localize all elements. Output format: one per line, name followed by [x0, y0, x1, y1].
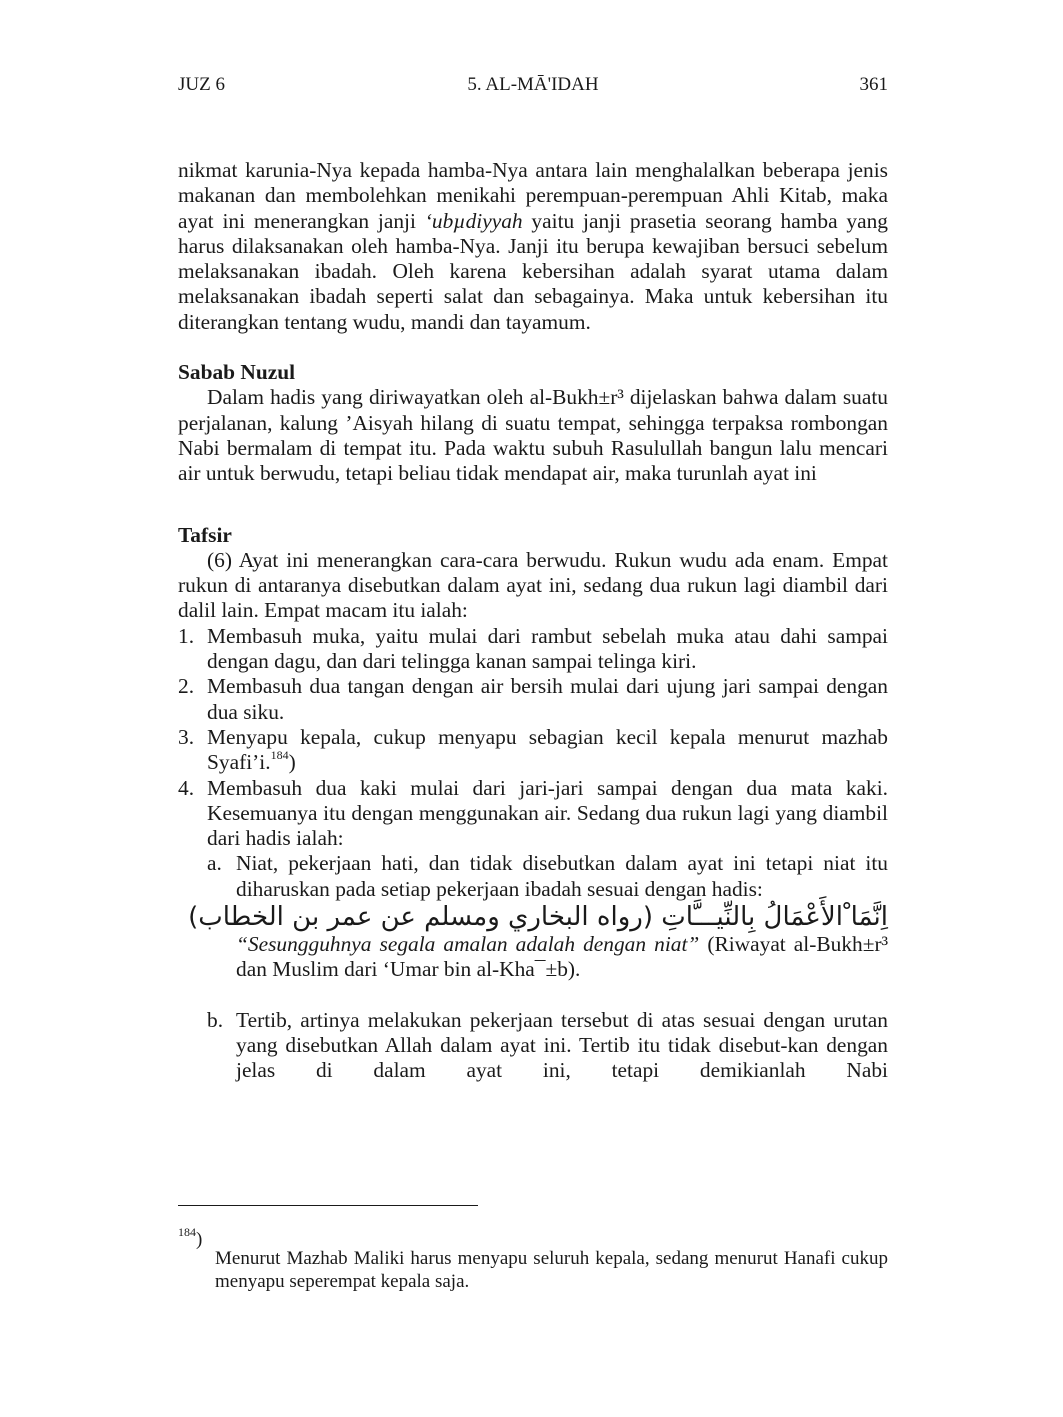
tafsir-heading: Tafsir — [178, 522, 232, 547]
running-header — [178, 74, 888, 100]
hadith-arabic: اِنَّمَا ْالأَعْمَالُ بِالنِّيـــَّاتِ (رواه البخاري ومسلم عن عمر بن الخطاب) — [188, 902, 888, 933]
juz-label: JUZ 6 — [178, 74, 225, 95]
footnote-ref: 184 — [270, 748, 289, 763]
intro-paragraph: nikmat karunia-Nya kepada hamba-Nya antara lain menghalalkan beberapa jenis makanan dan membolehkan menikahi perempuan-perempuan Ahli Kitab, maka ayat ini menerangkan janji ‘ubµdiyyah yaitu janji prasetia seorang hamba yang harus dilaksanakan oleh hamba-Nya. Janji itu berupa kewajiban bersuci sebelum melaksanakan ibadah. Oleh karena kebersihan adalah syarat utama dalam melaksanakan ibadah seperti salat dan sebagainya. Maka untuk kebersihan itu diterangkan tentang wudu, mandi dan tayamum. — [178, 158, 888, 334]
list-item: 3. Menyapu kepala, cukup menyapu sebagian kecil kepala menurut mazhab Syafi’i.$^{184}$) — [178, 724, 888, 775]
list-item: 1. Membasuh muka, yaitu mulai dari rambut sebelah muka atau dahi sampai dengan dagu, dan dari telingga kanan sampai telinga kiri. — [178, 623, 888, 674]
sub-item-a: a. Niat, pekerjaan hati, dan tidak disebutkan dalam ayat ini tetapi niat itu diharuskan pada setiap pekerjaan ibadah sesuai dengan hadis: — [207, 851, 888, 901]
list-item: 4. Membasuh dua kaki mulai dari jari-jari sampai dengan dua mata kaki. Kesemuanya itu dengan menggunakan air. Sedang dua rukun lagi yang diambil dari hadis ialah: — [178, 775, 888, 851]
tafsir-intro-paragraph: (6) Ayat ini menerangkan cara-cara berwudu. Rukun wudu ada enam. Empat rukun di antaranya disebutkan dalam ayat ini, sedang dua rukun lagi diambil dari dalil lain. Empat macam itu ialah: — [178, 547, 888, 623]
page-number: 361 — [859, 74, 888, 95]
footnote-text: Menurut Mazhab Maliki harus menyapu seluruh kepala, sedang menurut Hanafi cukup menyapu seperempat kepala saja. — [215, 1248, 888, 1292]
list-item: 2. Membasuh dua tangan dengan air bersih mulai dari ujung jari sampai dengan dua siku. — [178, 674, 888, 724]
term-ubudiyyah: ‘ubµdiyyah — [424, 208, 523, 233]
main-text — [178, 158, 888, 1084]
sabab-nuzul-paragraph: Dalam hadis yang diriwayatkan oleh al-Bukh±r³ dijelaskan bahwa dalam suatu perjalanan, kalung ’Aisyah hilang di suatu tempat, sehingga terpaksa rombongan Nabi bermalam di tempat itu. Pada waktu subuh Rasulullah bangun lalu mencari air untuk berwudu, tetapi beliau tidak mendapat air, maka turunlah ayat ini — [178, 385, 888, 486]
sabab-nuzul-heading: Sabab Nuzul — [178, 360, 296, 385]
footnote-divider — [178, 1205, 478, 1206]
surah-title: 5. AL-MĀ'IDAH — [467, 74, 599, 95]
hadith-translation: “Sesungguhnya segala amalan adalah dengan niat” (Riwayat al-Bukh±r³ dan Muslim dari ‘Umar bin al-Kha¯±b). — [236, 932, 888, 982]
footnote-number: $^{184}$) — [178, 1224, 203, 1250]
footnote — [178, 1224, 888, 1312]
sub-item-b: b. Tertib, artinya melakukan pekerjaan tersebut di atas sesuai dengan urutan yang disebutkan Allah dalam ayat ini. Tertib itu tidak disebut-kan dengan jelas di dalam ayat ini, tetapi demikianlah Nabi — [207, 1007, 888, 1083]
